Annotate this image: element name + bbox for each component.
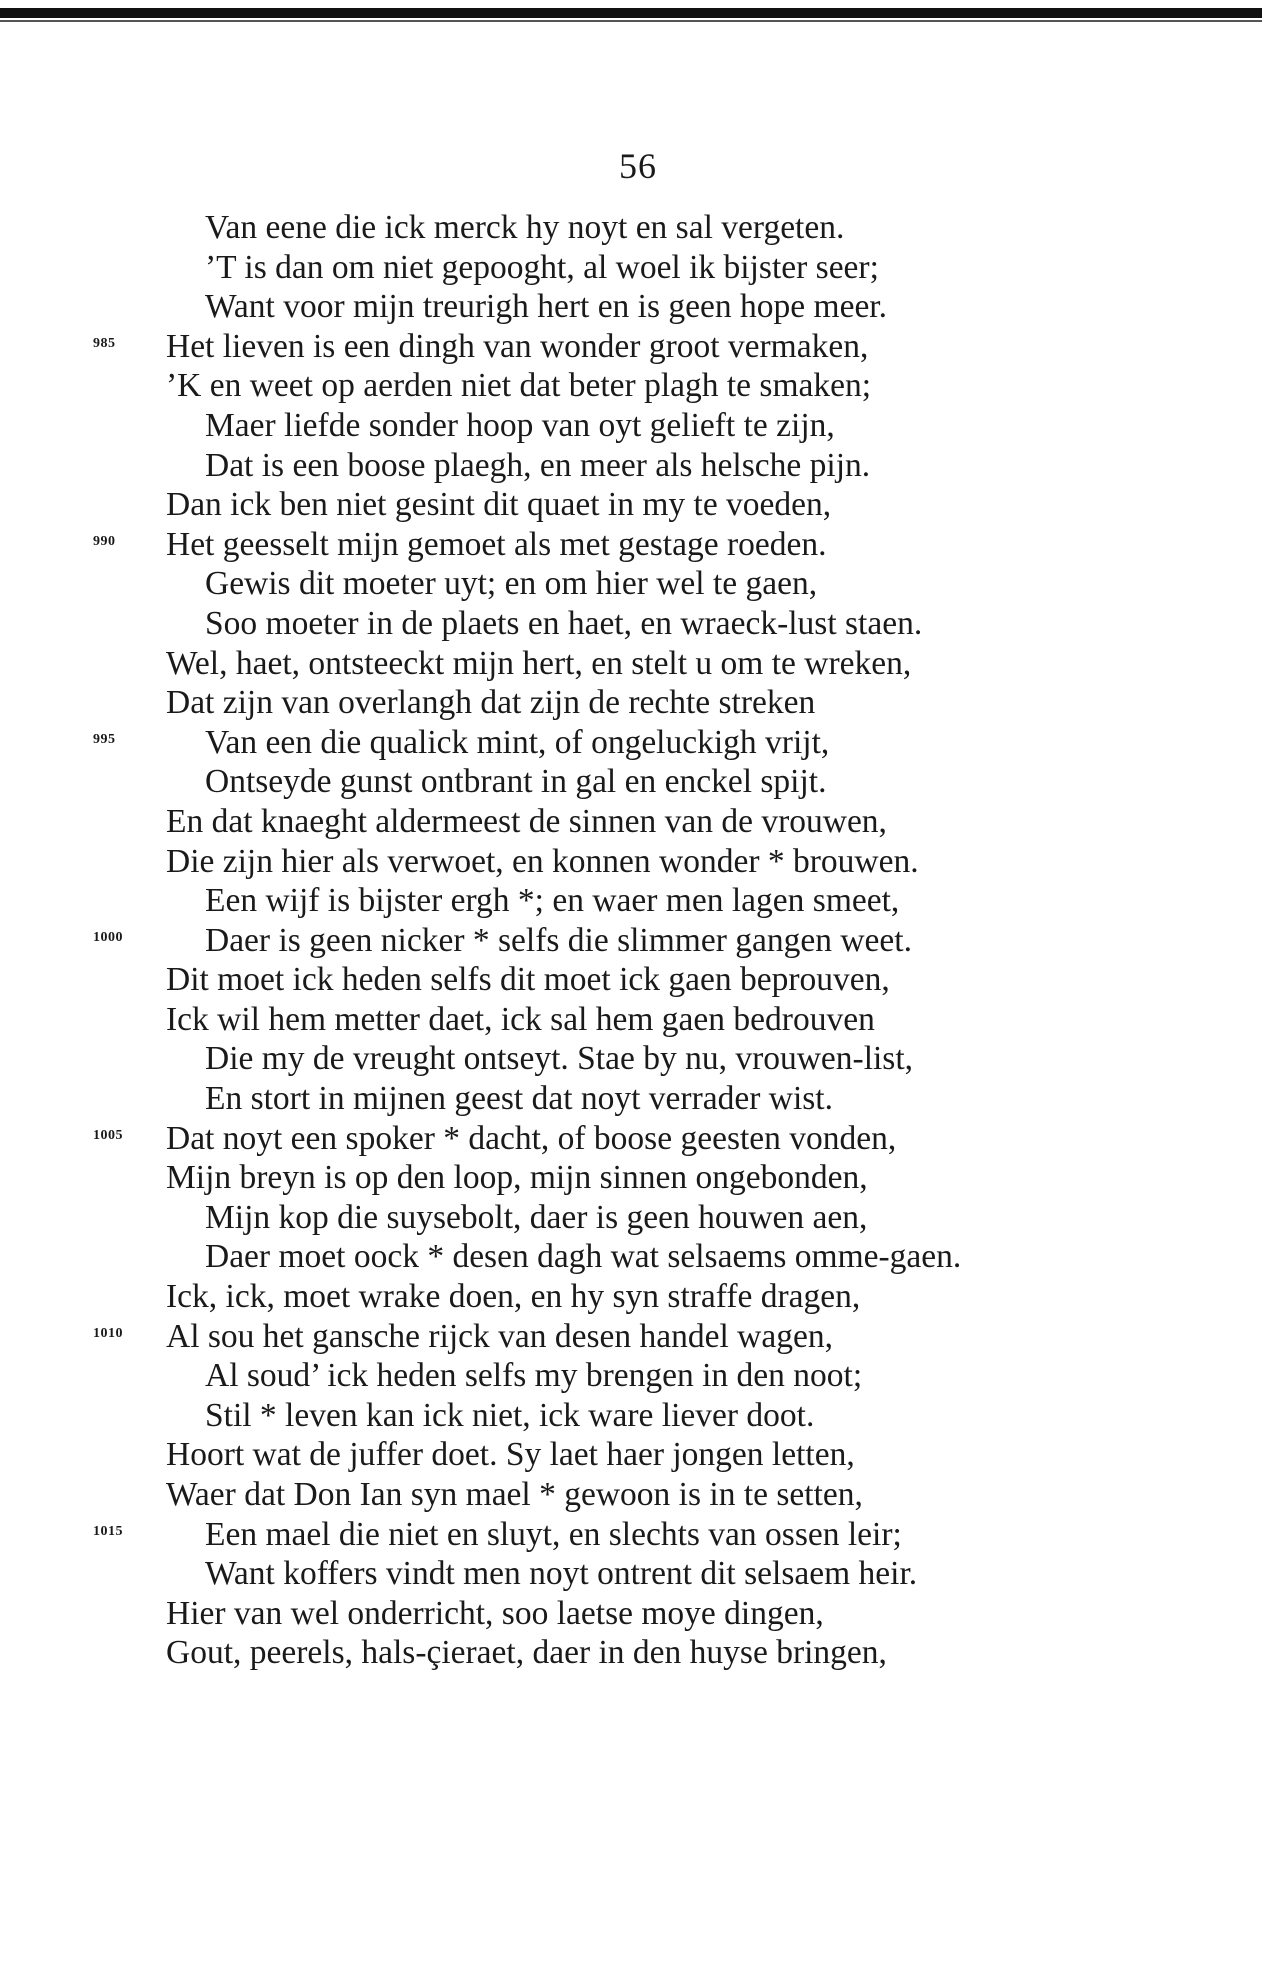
- line-number: 1005: [93, 1127, 123, 1143]
- verse-line-text: Dat zijn van overlangh dat zijn de rechte streken: [166, 684, 816, 722]
- verse-line: [0, 1119, 1276, 1159]
- verse-line: [0, 762, 1276, 802]
- verse-line-text: Soo moeter in de plaets en haet, en wraeck-lust staen.: [205, 604, 923, 642]
- verse-line-text: Ick wil hem metter daet, ick sal hem gaen bedrouven: [166, 1000, 875, 1038]
- verse-line: [0, 248, 1276, 288]
- verse-line-text: Ontseyde gunst ontbrant in gal en enckel spijt.: [205, 763, 827, 801]
- line-number: 995: [93, 731, 116, 747]
- verse-line: [0, 683, 1276, 723]
- verse-line-text: Dit moet ick heden selfs dit moet ick gaen beprouven,: [166, 961, 890, 999]
- verse-line-text: Wel, haet, ontsteeckt mijn hert, en stelt u om te wreken,: [166, 644, 912, 682]
- verse-line: [0, 485, 1276, 525]
- verse-line-text: Dat is een boose plaegh, en meer als helsche pijn.: [205, 446, 871, 484]
- verse-line: [0, 842, 1276, 882]
- verse-line-text: Van een die qualick mint, of ongeluckigh vrijt,: [205, 723, 830, 761]
- verse-line: [0, 366, 1276, 406]
- verse-line-text: Waer dat Don Ian syn mael * gewoon is in te setten,: [166, 1476, 863, 1513]
- verse-line-text: Van eene die ick merck hy noyt en sal vergeten.: [205, 209, 845, 246]
- line-number: 1015: [93, 1523, 123, 1539]
- verse-line: [0, 881, 1276, 921]
- verse-line: [0, 1633, 1276, 1673]
- line-number: 1000: [93, 929, 123, 945]
- top-rule: [0, 8, 1262, 18]
- verse-line: [0, 1237, 1276, 1277]
- verse-line: [0, 525, 1276, 565]
- verse-block: [0, 208, 1276, 1673]
- verse-line: [0, 921, 1276, 961]
- verse-line-text: Want voor mijn treurigh hert en is geen hope meer.: [205, 288, 887, 326]
- line-number: 990: [93, 533, 116, 549]
- verse-line-text: Maer liefde sonder hoop van oyt gelieft te zijn,: [205, 406, 835, 444]
- verse-line-text: Het geesselt mijn gemoet als met gestage roeden.: [166, 525, 827, 563]
- verse-line: [0, 1079, 1276, 1119]
- verse-line: [0, 1554, 1276, 1594]
- verse-line-text: Die my de vreught ontseyt. Stae by nu, vrouwen-list,: [205, 1040, 914, 1078]
- verse-line-text: ’K en weet op aerden niet dat beter plagh te smaken;: [166, 367, 872, 405]
- verse-line-text: Een wijf is bijster ergh *; en waer men lagen smeet,: [205, 882, 900, 920]
- verse-line-text: Dat noyt een spoker * dacht, of boose geesten vonden,: [166, 1119, 897, 1157]
- verse-line: [0, 1594, 1276, 1634]
- verse-line-text: Al soud’ ick heden selfs my brengen in den noot;: [205, 1357, 863, 1395]
- page-number: 56: [619, 146, 657, 186]
- line-number: 985: [93, 335, 116, 351]
- verse-line-text: Hier van wel onderricht, soo laetse moye dingen,: [166, 1594, 824, 1632]
- verse-line: [0, 960, 1276, 1000]
- verse-line-text: Mijn kop die suysebolt, daer is geen houwen aen,: [205, 1198, 868, 1236]
- verse-line-text: Gewis dit moeter uyt; en om hier wel te gaen,: [205, 565, 818, 603]
- verse-line-text: En dat knaeght aldermeest de sinnen van de vrouwen,: [166, 802, 887, 840]
- verse-line: [0, 1475, 1276, 1515]
- verse-line: [0, 1435, 1276, 1475]
- verse-line-text: En stort in mijnen geest dat noyt verrader wist.: [205, 1080, 833, 1118]
- verse-line: [0, 1000, 1276, 1040]
- verse-line-text: Een mael die niet en sluyt, en slechts van ossen leir;: [205, 1515, 902, 1553]
- verse-line-text: Het lieven is een dingh van wonder groot vermaken,: [166, 327, 869, 365]
- verse-line: [0, 1356, 1276, 1396]
- verse-line: [0, 406, 1276, 446]
- verse-line: [0, 287, 1276, 327]
- verse-line-text: Die zijn hier als verwoet, en konnen wonder * brouwen.: [166, 842, 919, 880]
- verse-line-text: Daer moet oock * desen dagh wat selsaems omme-gaen.: [205, 1238, 962, 1276]
- verse-line-text: Mijn breyn is op den loop, mijn sinnen ongebonden,: [166, 1159, 868, 1197]
- verse-line: [0, 1317, 1276, 1357]
- verse-line: [0, 1198, 1276, 1238]
- verse-line: [0, 327, 1276, 367]
- verse-line-text: Want koffers vindt men noyt ontrent dit selsaem heir.: [205, 1555, 918, 1593]
- verse-line: [0, 604, 1276, 644]
- verse-line: [0, 564, 1276, 604]
- verse-line: [0, 1277, 1276, 1317]
- verse-line: [0, 723, 1276, 763]
- verse-line: [0, 802, 1276, 842]
- verse-line-text: Dan ick ben niet gesint dit quaet in my te voeden,: [166, 486, 832, 524]
- verse-line: [0, 1039, 1276, 1079]
- verse-line-text: Ick, ick, moet wrake doen, en hy syn straffe dragen,: [166, 1278, 861, 1316]
- verse-line: [0, 208, 1276, 248]
- verse-line: [0, 446, 1276, 486]
- verse-line: [0, 1396, 1276, 1436]
- verse-line-text: Stil * leven kan ick niet, ick ware liever doot.: [205, 1396, 815, 1434]
- verse-line-text: Hoort wat de juffer doet. Sy laet haer jongen letten,: [166, 1436, 855, 1474]
- verse-line-text: Al sou het gansche rijck van desen handel wagen,: [166, 1317, 833, 1355]
- verse-line-text: Gout, peerels, hals-çieraet, daer in den huyse bringen,: [166, 1634, 887, 1672]
- verse-line-text: ’T is dan om niet gepooght, al woel ik bijster seer;: [205, 248, 879, 286]
- verse-line-text: Daer is geen nicker * selfs die slimmer gangen weet.: [205, 921, 912, 959]
- verse-line: [0, 644, 1276, 684]
- verse-line: [0, 1158, 1276, 1198]
- verse-line: [0, 1515, 1276, 1555]
- line-number: 1010: [93, 1325, 123, 1341]
